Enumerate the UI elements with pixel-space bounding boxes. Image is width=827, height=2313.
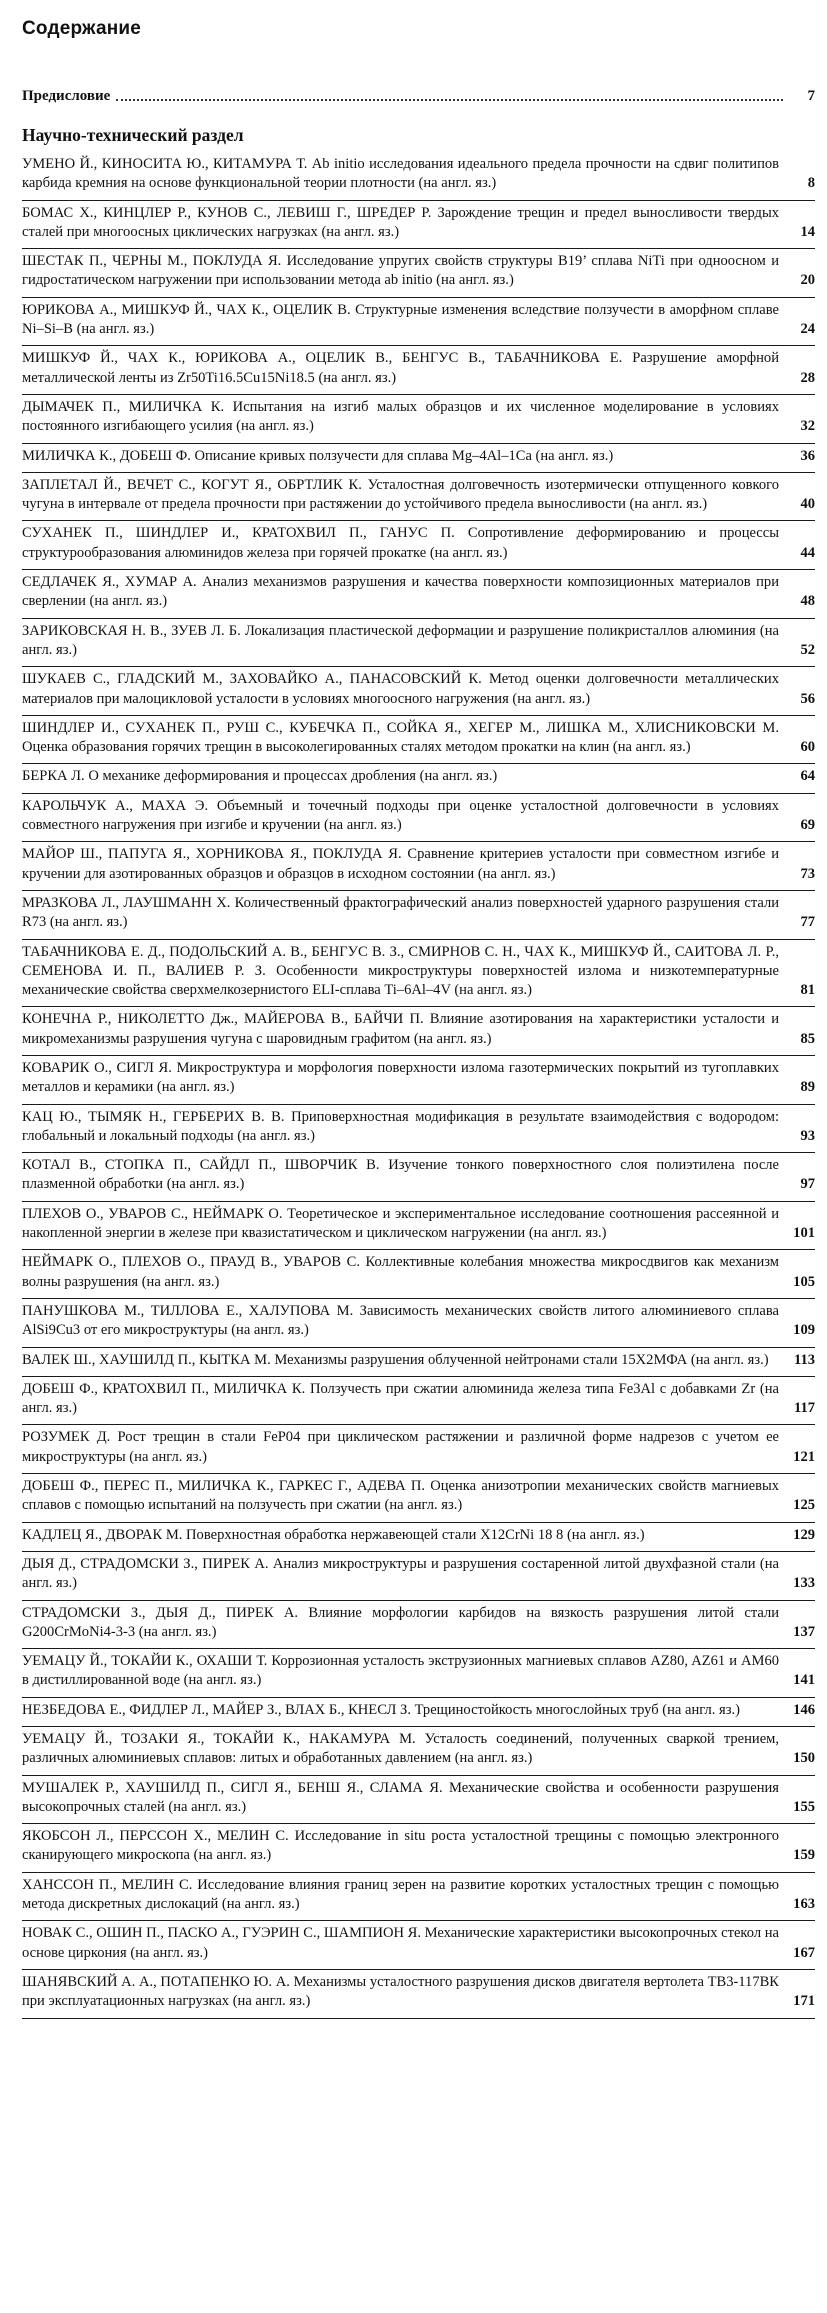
entry-text: МУШАЛЕК Р., ХАУШИЛД П., СИГЛ Я., БЕНШ Я., СЛАМА Я. Механические свойства и особенности разрушения высокопрочных сталей (на англ. яз.): [22, 1779, 779, 1815]
entry-text: ДОБЕШ Ф., ПЕРЕС П., МИЛИЧКА К., ГАРКЕС Г., АДЕВА П. Оценка анизотропии механических свойств магниевых сплавов с помощью испытаний на ползучесть при сжатии (на англ. яз.): [22, 1478, 779, 1514]
entry-text: КАРОЛЬЧУК А., МАХА Э. Объемный и точечный подходы при оценке усталостной долговечности в условиях совместного нагружения при изгибе и кручении (на англ. яз.): [22, 797, 779, 834]
toc-entry[interactable]: [22, 1377, 815, 1426]
entry-page-number: 155: [793, 1798, 815, 1815]
toc-entry[interactable]: [22, 1348, 815, 1377]
entry-text: ДОБЕШ Ф., КРАТОХВИЛ П., МИЛИЧКА К. Ползучесть при сжатии алюминида железа типа Fe3Al с добавками Zr (на англ. яз.): [22, 1380, 779, 1417]
entry-page-number: 109: [793, 1322, 815, 1339]
entry-page-number: 171: [793, 1993, 815, 2010]
entry-text: ШЕСТАК П., ЧЕРНЫ М., ПОКЛУДА Я. Исследование упругих свойств структуры B19’ сплава NiTi при одноосном и гидростатическом нагружении при использовании метода ab initio (на англ. яз.): [22, 253, 779, 289]
preface-label: Предисловие: [22, 88, 111, 104]
entry-page-number: 52: [800, 641, 815, 658]
toc-entry[interactable]: [22, 1056, 815, 1105]
toc-entry[interactable]: [22, 444, 815, 473]
section-heading: Научно-технический раздел: [22, 125, 244, 145]
toc-entry[interactable]: [22, 1250, 815, 1299]
preface-entry[interactable]: [22, 88, 815, 105]
dot-leader: [116, 99, 783, 101]
entry-page-number: 64: [800, 768, 815, 785]
entry-page-number: 105: [793, 1273, 815, 1290]
entry-page-number: 137: [793, 1623, 815, 1640]
entry-page-number: 89: [800, 1079, 815, 1096]
entry-text: КОНЕЧНА Р., НИКОЛЕТТО Дж., МАЙЕРОВА В., БАЙЧИ П. Влияние азотирования на характеристики усталости и микромеханизмы разрушения чугуна с шаровидным графитом (на англ. яз.): [22, 1011, 779, 1047]
toc-entry[interactable]: [22, 1698, 815, 1727]
preface-page-number: 7: [807, 88, 815, 104]
entry-page-number: 40: [800, 496, 815, 513]
toc-entry[interactable]: [22, 716, 815, 765]
entry-text: ПАНУШКОВА М., ТИЛЛОВА Е., ХАЛУПОВА М. Зависимость механических свойств литого алюминиевого сплава AlSi9Cu3 от его микроструктуры (на англ. яз.): [22, 1302, 779, 1339]
entry-text: КОТАЛ В., СТОПКА П., САЙДЛ П., ШВОРЧИК В. Изучение тонкого поверхностного слоя полиэтилена после плазменной обработки (на англ. яз.): [22, 1157, 779, 1193]
toc-list: [22, 152, 815, 2019]
toc-entry[interactable]: [22, 346, 815, 395]
entry-text: МАЙОР Ш., ПАПУГА Я., ХОРНИКОВА Я., ПОКЛУДА Я. Сравнение критериев усталости при совместном изгибе и кручении для азотированных образцов и образцов в исходном состоянии (на англ. яз.): [22, 846, 779, 882]
entry-text: КАЦ Ю., ТЫМЯК Н., ГЕРБЕРИХ В. В. Приповерхностная модификация в результате взаимодействия с водородом: глобальный и локальный подходы (на англ. яз.): [22, 1108, 779, 1144]
entry-text: ЗАРИКОВСКАЯ Н. В., ЗУЕВ Л. Б. Локализация пластической деформации и разрушение поликристаллов алюминия (на англ. яз.): [22, 622, 779, 658]
entry-text: ДЫМАЧЕК П., МИЛИЧКА К. Испытания на изгиб малых образцов и их численное моделирование в условиях постоянного изгибающего усилия (на англ. яз.): [22, 398, 779, 435]
entry-text: НЕЗБЕДОВА Е., ФИДЛЕР Л., МАЙЕР З., ВЛАХ Б., КНЕСЛ З. Трещиностойкость многослойных труб (на англ. яз.): [22, 1701, 740, 1718]
toc-entry[interactable]: [22, 1425, 815, 1474]
entry-text: ДЫЯ Д., СТРАДОМСКИ З., ПИРЕК А. Анализ микроструктуры и разрушения состаренной литой двухфазной стали (на англ. яз.): [22, 1555, 779, 1592]
entry-text: БОМАС Х., КИНЦЛЕР Р., КУНОВ С., ЛЕВИШ Г., ШРЕДЕР Р. Зарождение трещин и предел выносливости твердых сталей при многоосных циклических нагрузках (на англ. яз.): [22, 204, 779, 240]
entry-page-number: 48: [800, 593, 815, 610]
toc-entry[interactable]: [22, 298, 815, 347]
entry-page-number: 167: [793, 1944, 815, 1961]
entry-page-number: 24: [800, 321, 815, 338]
entry-page-number: 44: [800, 544, 815, 561]
entry-page-number: 163: [793, 1896, 815, 1913]
entry-text: УМЕНО Й., КИНОСИТА Ю., КИТАМУРА Т. Ab initio исследования идеального предела прочности на сдвиг политипов карбида кремния на основе функциональной теории плотности (на англ. яз.): [22, 156, 779, 192]
toc-entry[interactable]: [22, 1007, 815, 1056]
entry-page-number: 85: [800, 1030, 815, 1047]
toc-entry[interactable]: [22, 764, 815, 793]
entry-text: ВАЛЕК Ш., ХАУШИЛД П., КЫТКА М. Механизмы разрушения облученной нейтронами стали 15Х2МФА (на англ. яз.): [22, 1351, 769, 1368]
entry-page-number: 77: [800, 914, 815, 931]
toc-entry[interactable]: [22, 1552, 815, 1601]
toc-entry[interactable]: [22, 1649, 815, 1698]
entry-text: КОВАРИК О., СИГЛ Я. Микроструктура и морфология поверхности излома газотермических покрытий из тугоплавких металлов и керамики (на англ. яз.): [22, 1059, 779, 1096]
toc-entry[interactable]: [22, 1601, 815, 1650]
entry-text: ШИНДЛЕР И., СУХАНЕК П., РУШ С., КУБЕЧКА П., СОЙКА Я., ХЕГЕР М., ЛИШКА М., ХЛИСНИКОВСКИ М. Оценка образования горячих трещин в высоколегированных сталях методом прокатки на клин (на англ. яз.): [22, 719, 779, 756]
toc-entry[interactable]: [22, 1824, 815, 1873]
entry-page-number: 129: [793, 1526, 815, 1543]
entry-text: УЕМАЦУ Й., ТОЗАКИ Я., ТОКАЙИ К., НАКАМУРА М. Усталость соединений, полученных сваркой трением, различных алюминиевых сплавов: литых и обработанных давлением (на англ. яз.): [22, 1731, 779, 1767]
entry-page-number: 125: [793, 1497, 815, 1514]
entry-page-number: 20: [800, 272, 815, 289]
toc-entry[interactable]: [22, 1727, 815, 1776]
entry-text: ХАНССОН П., МЕЛИН С. Исследование влияния границ зерен на развитие коротких усталостных трещин с помощью метода дискретных дислокаций (на англ. яз.): [22, 1876, 779, 1913]
toc-entry[interactable]: [22, 1202, 815, 1251]
toc-entry[interactable]: [22, 152, 815, 201]
toc-entry[interactable]: [22, 1921, 815, 1970]
entry-page-number: 150: [793, 1750, 815, 1767]
entry-page-number: 93: [800, 1127, 815, 1144]
entry-page-number: 81: [800, 982, 815, 999]
entry-page-number: 133: [793, 1575, 815, 1592]
entry-page-number: 73: [800, 865, 815, 882]
toc-entry[interactable]: [22, 619, 815, 668]
entry-page-number: 97: [800, 1176, 815, 1193]
entry-text: БЕРКА Л. О механике деформирования и процессах дробления (на англ. яз.): [22, 768, 498, 785]
entry-page-number: 146: [793, 1701, 815, 1718]
entry-text: УЕМАЦУ Й., ТОКАЙИ К., ОХАШИ Т. Коррозионная усталость экструзионных магниевых сплавов AZ80, AZ61 и AM60 в дистиллированной воде (на англ. яз.): [22, 1653, 779, 1689]
entry-page-number: 36: [800, 447, 815, 464]
toc-entry[interactable]: [22, 473, 815, 522]
toc-entry[interactable]: [22, 794, 815, 843]
toc-entry[interactable]: [22, 1970, 815, 2019]
entry-text: РОЗУМЕК Д. Рост трещин в стали FeP04 при циклическом растяжении и различной форме надрезов с учетом ее микроструктуры (на англ. яз.): [22, 1429, 779, 1465]
contents-page: [22, 12, 815, 2019]
entry-text: ЮРИКОВА А., МИШКУФ Й., ЧАХ К., ОЦЕЛИК В. Структурные изменения вследствие ползучести в аморфном сплаве Ni–Si–B (на англ. яз.): [22, 301, 779, 338]
entry-page-number: 141: [793, 1672, 815, 1689]
toc-entry[interactable]: [22, 1474, 815, 1523]
toc-entry[interactable]: [22, 1105, 815, 1154]
entry-page-number: 14: [800, 223, 815, 240]
entry-text: СУХАНЕК П., ШИНДЛЕР И., КРАТОХВИЛ П., ГАНУС П. Сопротивление деформированию и процессы структурообразования алюминидов железа при горячей прокатке (на англ. яз.): [22, 525, 779, 561]
entry-page-number: 32: [800, 418, 815, 435]
entry-page-number: 8: [807, 175, 815, 192]
toc-entry[interactable]: [22, 201, 815, 250]
entry-text: НОВАК С., ОШИН П., ПАСКО А., ГУЭРИН С., ШАМПИОН Я. Механические характеристики высокопрочных стекол на основе циркония (на англ. яз.): [22, 1925, 779, 1961]
entry-page-number: 69: [800, 817, 815, 834]
entry-text: ЯКОБСОН Л., ПЕРССОН Х., МЕЛИН С. Исследование in situ роста усталостной трещины с помощью электронного сканирующего микроскопа (на англ. яз.): [22, 1828, 779, 1864]
entry-text: СЕДЛАЧЕК Я., ХУМАР А. Анализ механизмов разрушения и качества поверхности композиционных материалов при сверлении (на англ. яз.): [22, 574, 779, 610]
toc-entry[interactable]: [22, 667, 815, 716]
entry-page-number: 101: [793, 1225, 815, 1242]
entry-text: СТРАДОМСКИ З., ДЫЯ Д., ПИРЕК А. Влияние морфологии карбидов на вязкость разрушения литой стали G200CrMoNi4-3-3 (на англ. яз.): [22, 1604, 779, 1640]
entry-page-number: 159: [793, 1847, 815, 1864]
toc-entry[interactable]: [22, 395, 815, 444]
entry-page-number: 60: [800, 739, 815, 756]
toc-entry[interactable]: [22, 842, 815, 891]
toc-entry[interactable]: [22, 1776, 815, 1825]
entry-page-number: 56: [800, 690, 815, 707]
entry-page-number: 117: [793, 1400, 815, 1417]
toc-entry[interactable]: [22, 940, 815, 1008]
entry-text: НЕЙМАРК О., ПЛЕХОВ О., ПРАУД В., УВАРОВ С. Коллективные колебания множества микросдвигов как механизм волны разрушения (на англ. яз.): [22, 1254, 779, 1290]
entry-text: МИЛИЧКА К., ДОБЕШ Ф. Описание кривых ползучести для сплава Mg–4Al–1Ca (на англ. яз.): [22, 447, 614, 464]
toc-entry[interactable]: [22, 1523, 815, 1552]
toc-entry[interactable]: [22, 249, 815, 298]
toc-entry[interactable]: [22, 570, 815, 619]
entry-text: МРАЗКОВА Л., ЛАУШМАНН Х. Количественный фрактографический анализ поверхностей ударного разрушения стали R73 (на англ. яз.): [22, 894, 779, 931]
entry-text: ШУКАЕВ С., ГЛАДСКИЙ М., ЗАХОВАЙКО А., ПАНАСОВСКИЙ К. Метод оценки долговечности металлических материалов при малоцикловой усталости в условиях многоосного нагружения (на англ. яз.): [22, 671, 779, 707]
toc-entry[interactable]: [22, 1153, 815, 1202]
entry-page-number: 28: [800, 369, 815, 386]
entry-page-number: 121: [793, 1448, 815, 1465]
entry-text: ШАНЯВСКИЙ А. А., ПОТАПЕНКО Ю. А. Механизмы усталостного разрушения дисков двигателя вертолета ТВ3-117ВК при эксплуатационных нагрузках (на англ. яз.): [22, 1973, 779, 2010]
toc-entry[interactable]: [22, 1873, 815, 1922]
page-title: Содержание: [22, 18, 142, 39]
entry-text: ТАБАЧНИКОВА Е. Д., ПОДОЛЬСКИЙ А. В., БЕНГУС В. З., СМИРНОВ С. Н., ЧАХ К., МИШКУФ Й., САИТОВА Л. Р., СЕМЕНОВА И. П., ВАЛИЕВ Р. З. Особенности микроструктуры поверхностей излома и низкотемпературные механические свойства сверхмелкозернистого ELI-сплава Ti–6Al–4V (на англ. яз.): [22, 943, 779, 999]
toc-entry[interactable]: [22, 521, 815, 570]
toc-entry[interactable]: [22, 1299, 815, 1348]
entry-text: МИШКУФ Й., ЧАХ К., ЮРИКОВА А., ОЦЕЛИК В., БЕНГУС В., ТАБАЧНИКОВА Е. Разрушение аморфной металлической ленты из Zr50Ti16.5Cu15Ni18.5 (на англ. яз.): [22, 350, 779, 386]
entry-text: ЗАПЛЕТАЛ Й., ВЕЧЕТ С., КОГУТ Я., ОБРТЛИК К. Усталостная долговечность изотермически отпущенного ковкого чугуна в интервале от предела прочности при растяжении до устойчивого предела выносливости (на англ. яз.): [22, 476, 779, 513]
toc-entry[interactable]: [22, 891, 815, 940]
entry-text: ПЛЕХОВ О., УВАРОВ С., НЕЙМАРК О. Теоретическое и экспериментальное исследование соотношения рассеянной и накопленной энергии в железе при квазистатическом и циклическом нагружении (на англ. яз.): [22, 1205, 779, 1242]
entry-page-number: 113: [793, 1351, 815, 1368]
entry-text: КАДЛЕЦ Я., ДВОРАК М. Поверхностная обработка нержавеющей стали X12CrNi 18 8 (на англ. яз.): [22, 1526, 645, 1543]
